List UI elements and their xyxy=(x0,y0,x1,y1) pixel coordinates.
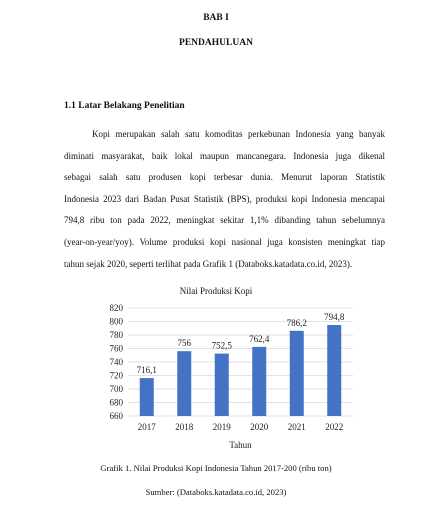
y-tick-label: 700 xyxy=(109,384,123,394)
data-label: 716,1 xyxy=(136,365,157,376)
data-label: 762,4 xyxy=(249,333,270,344)
x-tick-label: 2021 xyxy=(287,422,306,432)
y-tick-label: 680 xyxy=(109,397,123,408)
paragraph-line: (year-on-year/yoy). Volume produksi kopi nasional juga konsisten meningkat tiap xyxy=(64,236,385,247)
bar xyxy=(290,331,304,416)
section-heading: 1.1 Latar Belakang Penelitian xyxy=(64,101,185,111)
bar xyxy=(327,325,341,416)
y-tick-label: 820 xyxy=(109,303,123,313)
figure-caption: Grafik 1. Nilai Produksi Kopi Indonesia Tahun 2017-200 (ribu ton) xyxy=(100,463,332,473)
data-label: 786,2 xyxy=(286,317,307,328)
data-label: 752,5 xyxy=(211,340,232,351)
data-label: 756 xyxy=(177,338,191,349)
y-tick-label: 660 xyxy=(109,411,123,421)
x-tick-label: 2022 xyxy=(325,422,344,432)
body-paragraph xyxy=(64,124,385,275)
data-label: 794,8 xyxy=(324,312,345,323)
figure-source: Sumber: (Databoks.katadata.co.id, 2023) xyxy=(145,487,287,497)
paragraph-line: diminati masyarakat, baik lokal maupun mancanegara. Indonesia juga dikenal xyxy=(64,150,385,161)
chapter-title: PENDAHULUAN xyxy=(179,38,253,48)
paragraph-line: tahun sejak 2020, seperti terlihat pada Grafik 1 (Databoks.katadata.co.id, 2023). xyxy=(64,258,353,269)
chart-title: Nilai Produksi Kopi xyxy=(179,286,253,296)
x-axis-title: Tahun xyxy=(229,440,252,450)
paragraph-line: sebagai salah satu produsen kopi terbesar dunia. Menurut laporan Statistik xyxy=(64,172,385,183)
y-tick-label: 800 xyxy=(109,316,123,327)
paragraph-line: Indonesia 2023 dari Badan Pusat Statistik (BPS), produksi kopi Indonesia mencapai xyxy=(64,193,385,204)
y-tick-label: 760 xyxy=(109,343,123,354)
chapter-number: BAB I xyxy=(203,13,229,23)
y-tick-label: 720 xyxy=(109,370,123,381)
x-tick-label: 2020 xyxy=(250,422,269,432)
bar xyxy=(140,378,154,416)
x-tick-label: 2017 xyxy=(137,422,156,432)
paragraph-line: Kopi merupakan salah satu komoditas perkebunan Indonesia yang banyak xyxy=(92,129,385,139)
y-tick-label: 740 xyxy=(109,357,123,367)
bar xyxy=(215,354,229,416)
x-tick-label: 2019 xyxy=(212,422,231,432)
bar xyxy=(177,351,191,416)
bar-chart xyxy=(98,296,368,456)
bar xyxy=(252,347,266,416)
paragraph-line: 794,8 ribu ton pada 2022, meningkat sekitar 1,1% dibanding tahun sebelumnya xyxy=(64,215,385,226)
x-tick-label: 2018 xyxy=(175,422,194,432)
y-tick-label: 780 xyxy=(109,330,123,340)
